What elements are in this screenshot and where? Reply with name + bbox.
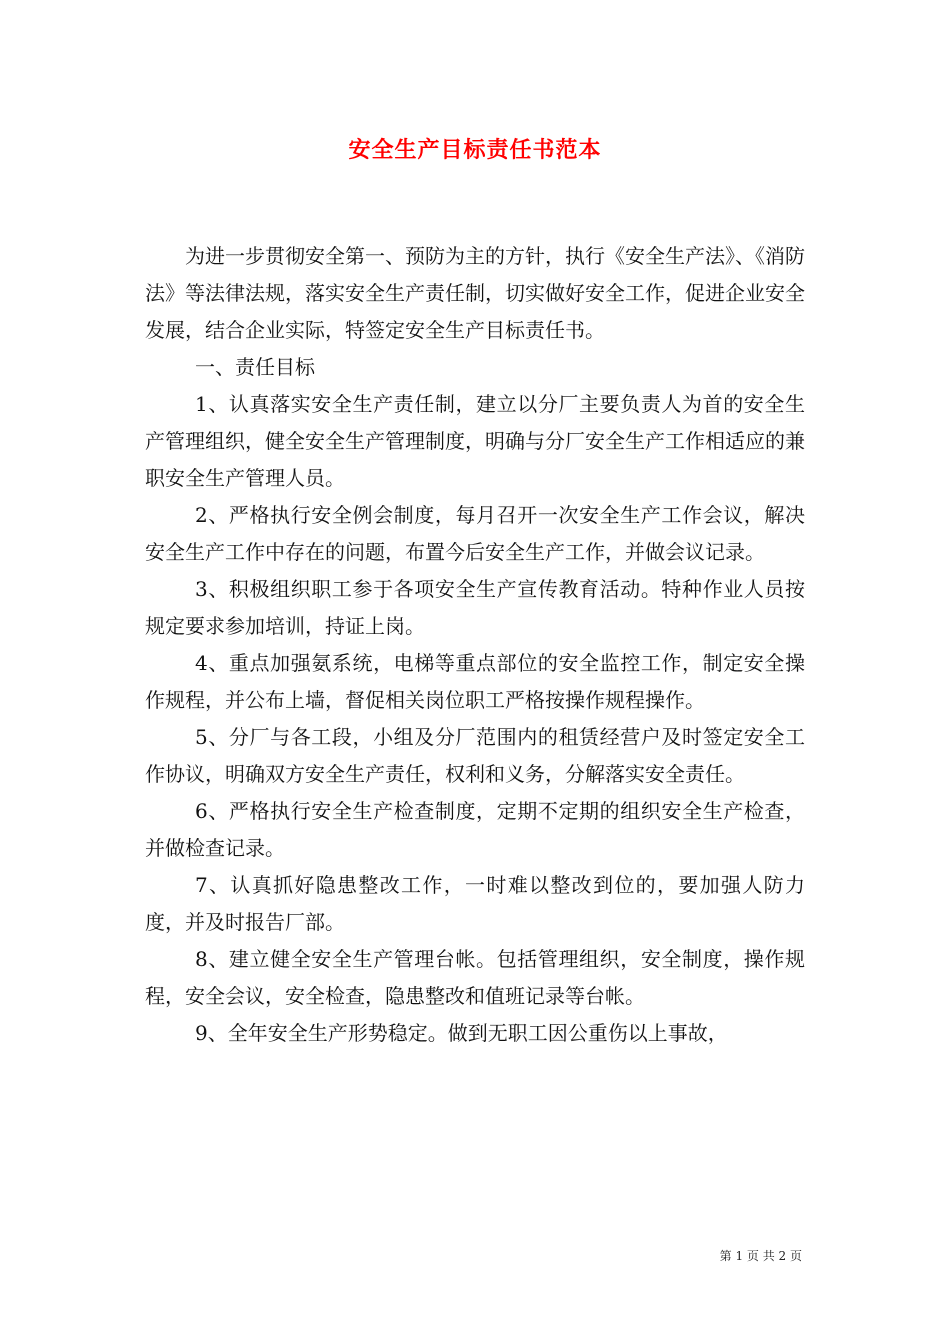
list-item: 3、积极组织职工参于各项安全生产宣传教育活动。特种作业人员按规定要求参加培训，持证上岗。 [145,577,805,638]
list-item: 7、认真抓好隐患整改工作，一时难以整改到位的，要加强人防力度，并及时报告厂部。 [145,873,805,934]
document-title: 安全生产目标责任书范本 [348,137,602,163]
list-item: 6、严格执行安全生产检查制度，定期不定期的组织安全生产检查，并做检查记录。 [145,799,805,860]
list-item: 5、分厂与各工段，小组及分厂范围内的租赁经营户及时签定安全工作协议，明确双方安全生产责任，权利和义务，分解落实安全责任。 [145,725,805,786]
section-heading: 一、责任目标 [195,355,315,379]
list-item: 8、建立健全安全生产管理台帐。包括管理组织，安全制度，操作规程，安全会议，安全检查，隐患整改和值班记录等台帐。 [145,947,805,1008]
list-item: 1、认真落实安全生产责任制，建立以分厂主要负责人为首的安全生产管理组织，健全安全生产管理制度，明确与分厂安全生产工作相适应的兼职安全生产管理人员。 [145,392,805,490]
intro-paragraph: 为进一步贯彻安全第一、预防为主的方针，执行《安全生产法》、《消防法》等法律法规，落实安全生产责任制，切实做好安全工作，促进企业安全发展，结合企业实际，特签定安全生产目标责任书。 [145,244,805,342]
page-number: 第 1 页 共 2 页 [719,1249,802,1263]
list-item: 9、全年安全生产形势稳定。做到无职工因公重伤以上事故， [195,1021,728,1045]
list-item: 4、重点加强氨系统，电梯等重点部位的安全监控工作，制定安全操作规程，并公布上墙，督促相关岗位职工严格按操作规程操作。 [145,651,805,712]
list-item: 2、严格执行安全例会制度，每月召开一次安全生产工作会议，解决安全生产工作中存在的问题，布置今后安全生产工作，并做会议记录。 [145,503,805,564]
document-body [145,238,805,1052]
